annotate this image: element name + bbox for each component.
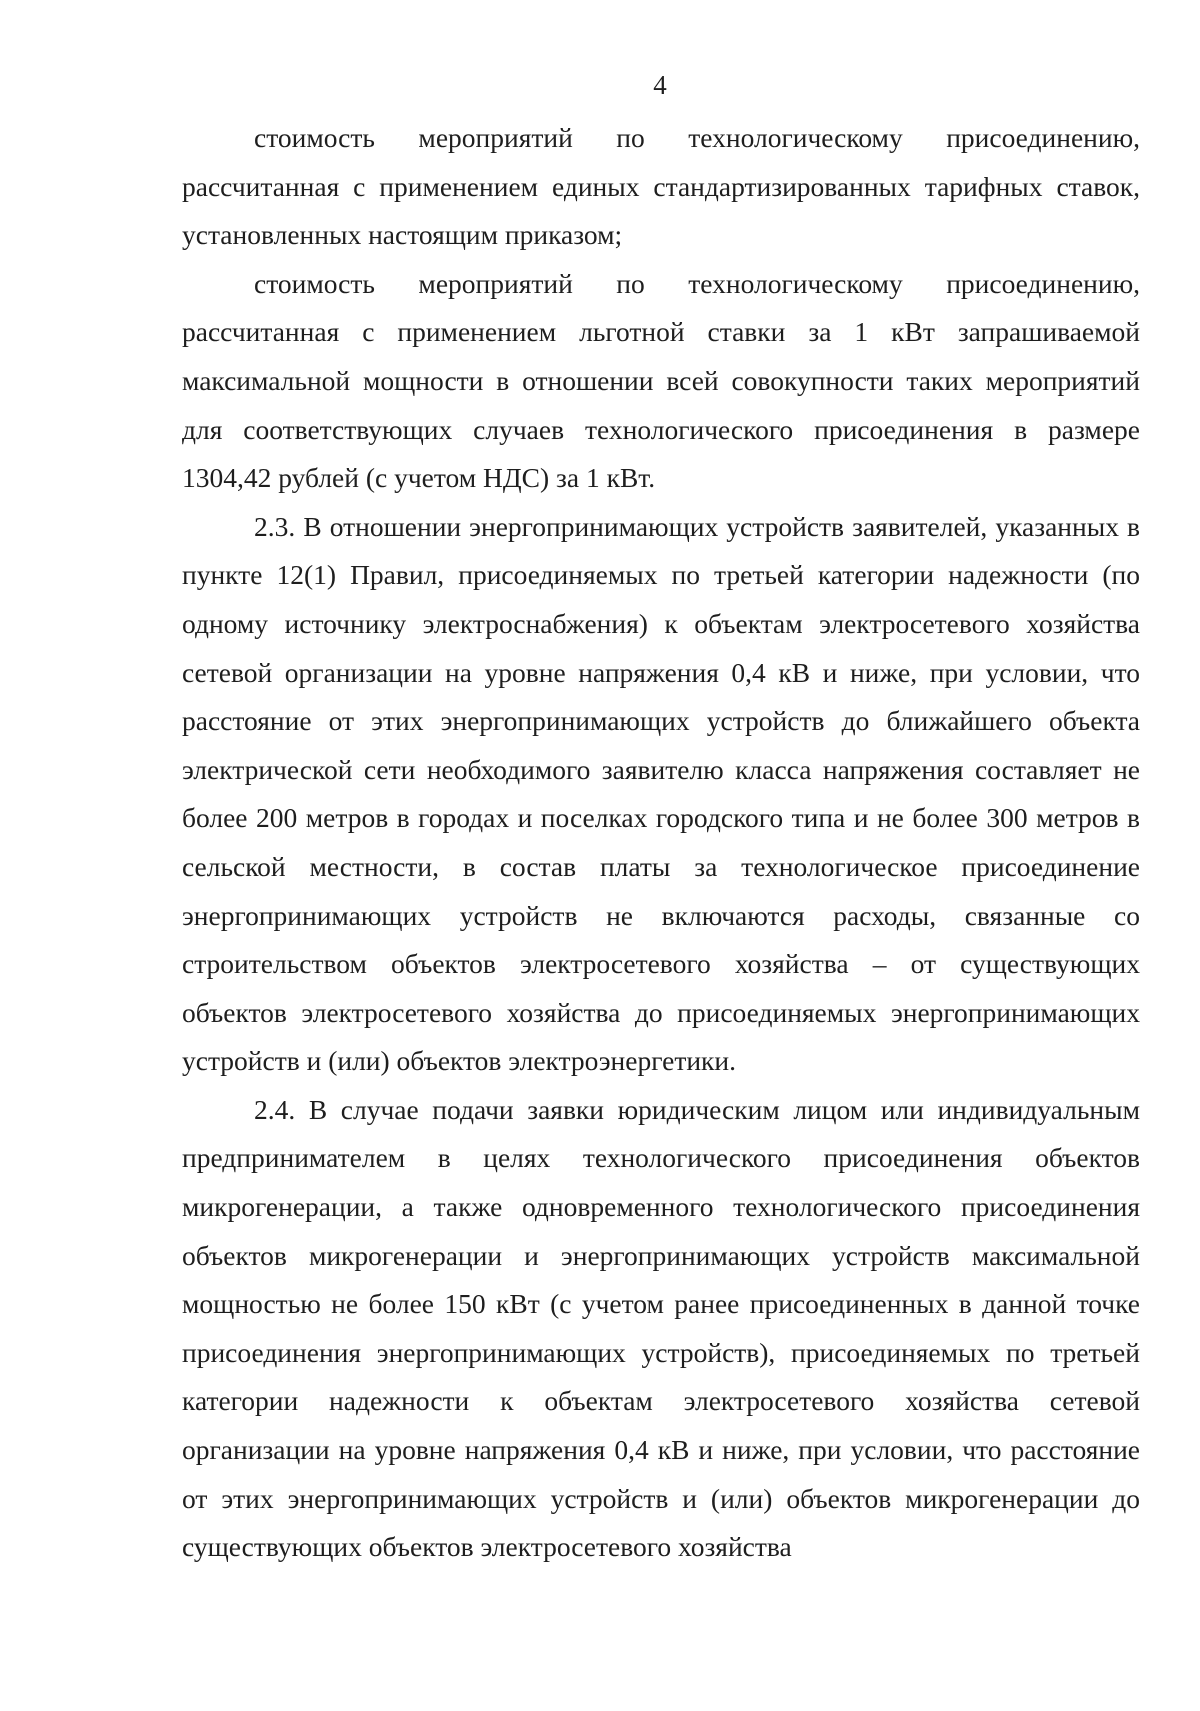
page-number: 4 (653, 70, 667, 100)
paragraph-cost-preferential: стоимость мероприятий по технологическому присоединению, рассчитанная с применением льготной ставки за 1 кВт запрашиваемой максимальной мощности в отношении всей совокупности таких мероприятий для соответствующих случаев технологического присоединения в размере 1304,42 рублей (с учетом НДС) за 1 кВт. (182, 267, 1140, 494)
document-body (182, 114, 1140, 1572)
paragraph-clause-2-4: 2.4. В случае подачи заявки юридическим лицом или индивидуальным предпринимателем в целях технологического присоединения объектов микрогенерации, а также одновременного технологического присоединения объектов микрогенерации и энергопринимающих устройств максимальной мощностью не более 150 кВт (с учетом ранее присоединенных в данной точке присоединения энергопринимающих устройств), присоединяемых по третьей категории надежности к объектам электросетевого хозяйства сетевой организации на уровне напряжения 0,4 кВ и ниже, при условии, что расстояние от этих энергопринимающих устройств и (или) объектов микрогенерации до существующих объектов электросетевого хозяйства (182, 1093, 1140, 1563)
paragraph-cost-standard: стоимость мероприятий по технологическому присоединению, рассчитанная с применением единых стандартизированных тарифных ставок, установленных настоящим приказом; (182, 122, 1140, 251)
paragraph-clause-2-3: 2.3. В отношении энергопринимающих устройств заявителей, указанных в пункте 12(1) Правил, присоединяемых по третьей категории надежности (по одному источнику электроснабжения) к объектам электросетевого хозяйства сетевой организации на уровне напряжения 0,4 кВ и ниже, при условии, что расстояние от этих энергопринимающих устройств до ближайшего объекта электрической сети необходимого заявителю класса напряжения составляет не более 200 метров в городах и поселках городского типа и не более 300 метров в сельской местности, в состав платы за технологическое присоединение энергопринимающих устройств не включаются расходы, связанные со строительством объектов электросетевого хозяйства – от существующих объектов электросетевого хозяйства до присоединяемых энергопринимающих устройств и (или) объектов электроэнергетики. (182, 510, 1140, 1077)
